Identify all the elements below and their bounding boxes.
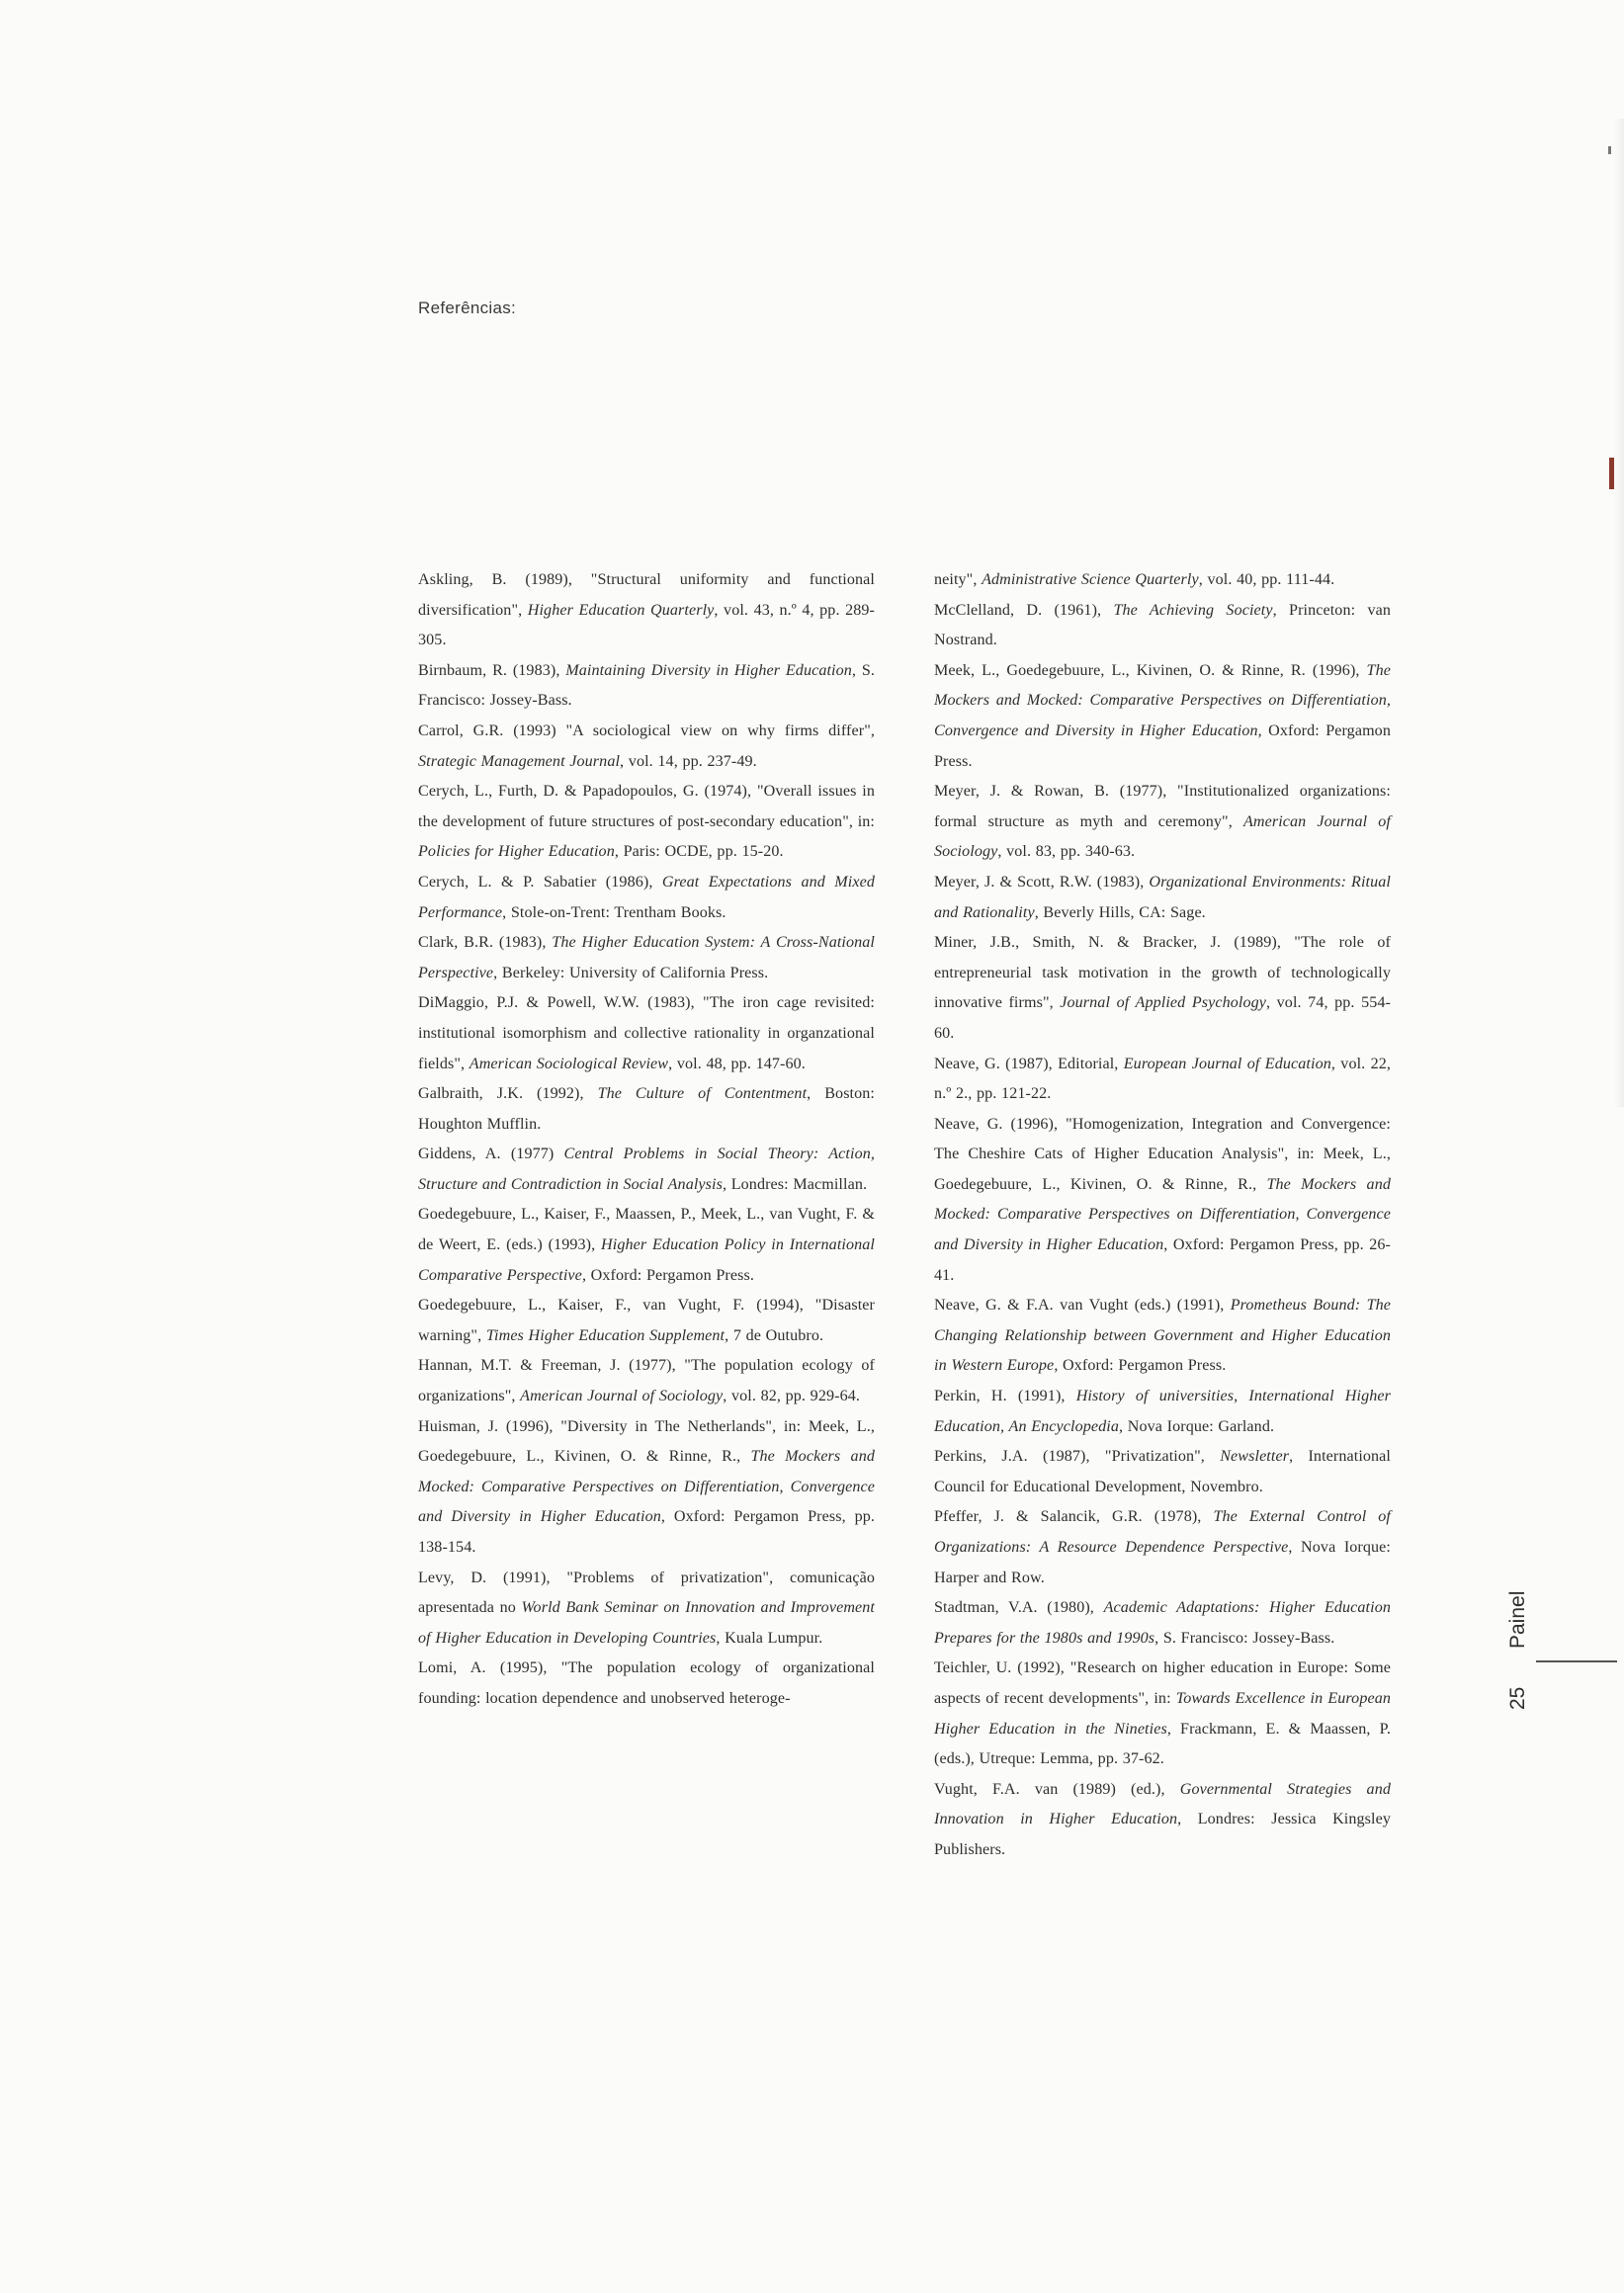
reference-title: Administrative Science Quarterly bbox=[982, 571, 1199, 588]
reference-text: , Oxford: Pergamon Press. bbox=[581, 1266, 754, 1284]
reference-title: Higher Education Policy in International Comparative Perspective bbox=[418, 1236, 875, 1284]
reference-title: The External Control of Organizations: A Resource Dependence Perspective bbox=[934, 1508, 1391, 1556]
reference-text: , vol. 40, pp. 111-44. bbox=[1198, 571, 1335, 588]
reference-text: , International Council for Educational Development, Novembro. bbox=[934, 1448, 1391, 1495]
reference-text: Clark, B.R. (1983), bbox=[418, 934, 553, 952]
reference-title: European Journal of Education bbox=[1123, 1055, 1331, 1072]
reference-entry bbox=[418, 1079, 875, 1140]
reference-text: , Stole-on-Trent: Trentham Books. bbox=[502, 903, 727, 921]
reference-entry bbox=[934, 1382, 1391, 1442]
reference-text: , Oxford: Pergamon Press. bbox=[1054, 1357, 1227, 1375]
reference-title: Organizational Environments: Ritual and Rationality bbox=[934, 873, 1391, 921]
reference-text: , Princeton: van Nostrand. bbox=[934, 601, 1392, 649]
reference-title: The Culture of Contentment bbox=[597, 1085, 808, 1103]
reference-text: Lomi, A. (1995), "The population ecology of organizational founding: location dependence and unobserved heteroge- bbox=[418, 1659, 875, 1707]
reference-entry bbox=[934, 1442, 1391, 1502]
reference-entry bbox=[418, 1564, 875, 1655]
page-edge-shadow bbox=[1614, 119, 1624, 1107]
reference-text: Carrol, G.R. (1993) "A sociological view on why firms differ", bbox=[418, 722, 875, 739]
reference-text: Cerych, L. & P. Sabatier (1986), bbox=[418, 873, 662, 891]
reference-entry bbox=[934, 656, 1391, 777]
reference-text: DiMaggio, P.J. & Powell, W.W. (1983), "The iron cage revisited: institutional isomorphism and collective rationality in organzational fields", bbox=[418, 994, 875, 1072]
reference-entry bbox=[418, 1140, 875, 1200]
reference-entry bbox=[418, 717, 875, 777]
reference-text: Galbraith, J.K. (1992), bbox=[418, 1085, 598, 1103]
page-number: 25 bbox=[1506, 1686, 1529, 1710]
reference-text: Teichler, U. (1992), "Research on higher education in Europe: Some aspects of recent developments", in: bbox=[934, 1659, 1391, 1707]
reference-entry bbox=[934, 1291, 1391, 1382]
reference-text: Hannan, M.T. & Freeman, J. (1977), "The population ecology of organizations", bbox=[418, 1357, 875, 1405]
reference-text: Meyer, J. & Scott, R.W. (1983), bbox=[934, 873, 1150, 891]
reference-title: Academic Adaptations: Higher Education Prepares for the 1980s and 1990s bbox=[934, 1599, 1391, 1647]
reference-text: Cerych, L., Furth, D. & Papadopoulos, G. (1974), "Overall issues in the development of future structures of post-secondary education", in: bbox=[418, 783, 875, 830]
reference-title: Times Higher Education Supplement bbox=[485, 1326, 726, 1344]
reference-text: , S. Francisco: Jossey-Bass. bbox=[418, 661, 876, 710]
reference-entry bbox=[934, 565, 1391, 596]
reference-title: The Higher Education System: A Cross-National Perspective bbox=[418, 934, 876, 981]
reference-entry bbox=[934, 1593, 1391, 1654]
reference-entry bbox=[418, 1291, 875, 1351]
reference-text: , Kuala Lumpur. bbox=[716, 1629, 823, 1647]
reference-text: Goedegebuure, L., Kaiser, F., van Vught, F. (1994), "Disaster warning", bbox=[418, 1297, 875, 1344]
reference-entry bbox=[934, 1775, 1391, 1866]
reference-text: neity", bbox=[934, 571, 983, 588]
reference-text: Vught, F.A. van (1989) (ed.), bbox=[934, 1780, 1180, 1798]
reference-text: , Nova Iorque: Harper and Row. bbox=[934, 1539, 1391, 1586]
reference-text: , Boston: Houghton Mufflin. bbox=[418, 1085, 875, 1133]
running-head-section: Painel bbox=[1506, 1590, 1529, 1649]
reference-text: , Nova Iorque: Garland. bbox=[1119, 1417, 1275, 1435]
reference-text: , Beverly Hills, CA: Sage. bbox=[1034, 903, 1206, 921]
reference-title: Policies for Higher Education bbox=[418, 843, 615, 861]
reference-title: Newsletter bbox=[1220, 1448, 1290, 1466]
reference-title: The Achieving Society bbox=[1113, 601, 1273, 619]
reference-text: McClelland, D. (1961), bbox=[934, 601, 1114, 619]
reference-entry bbox=[934, 1654, 1391, 1774]
reference-text: Giddens, A. (1977) bbox=[418, 1146, 564, 1163]
reference-title: American Journal of Sociology bbox=[934, 812, 1391, 861]
reference-text: , Frackmann, E. & Maassen, P. (eds.), Utreque: Lemma, pp. 37-62. bbox=[934, 1720, 1391, 1768]
reference-text: , vol. 83, pp. 340-63. bbox=[997, 843, 1136, 861]
reference-entry bbox=[418, 1412, 875, 1564]
references-right-column bbox=[934, 565, 1391, 1866]
reference-text: , vol. 43, n.º 4, pp. 289-305. bbox=[418, 601, 875, 649]
reference-title: American Sociological Review bbox=[469, 1055, 669, 1072]
reference-entry bbox=[934, 1110, 1391, 1292]
reference-text: Meyer, J. & Rowan, B. (1977), "Institutionalized organizations: formal structure as myth and ceremony", bbox=[934, 783, 1391, 830]
reference-title: World Bank Seminar on Innovation and Improvement of Higher Education in Developing Countries bbox=[418, 1599, 875, 1647]
reference-text: , S. Francisco: Jossey-Bass. bbox=[1154, 1629, 1335, 1647]
reference-title: Journal of Applied Psychology bbox=[1060, 994, 1266, 1012]
reference-title: Great Expectations and Mixed Performance bbox=[418, 873, 875, 921]
reference-text: , Londres: Macmillan. bbox=[722, 1175, 868, 1193]
reference-title: American Journal of Sociology bbox=[520, 1388, 724, 1405]
reference-text: , Londres: Jessica Kingsley Publishers. bbox=[934, 1811, 1391, 1858]
reference-text: Meek, L., Goedegebuure, L., Kivinen, O. & Rinne, R. (1996), bbox=[934, 661, 1367, 679]
reference-entry bbox=[418, 656, 875, 717]
reference-entry bbox=[934, 928, 1391, 1049]
reference-title: Central Problems in Social Theory: Action, Structure and Contradiction in Social Analysis bbox=[418, 1146, 875, 1193]
reference-text: Neave, G. (1987), Editorial, bbox=[934, 1055, 1124, 1072]
reference-text: , vol. 14, pp. 237-49. bbox=[620, 752, 757, 770]
reference-entry bbox=[418, 868, 875, 928]
reference-title: The Mockers and Mocked: Comparative Perspectives on Differentiation, Convergence and Diversity in Higher Education bbox=[418, 1448, 875, 1526]
reference-text: Miner, J.B., Smith, N. & Bracker, J. (1989), "The role of entrepreneurial task motivation in the growth of technologically innovative firms", bbox=[934, 934, 1391, 1012]
reference-text: Neave, G. & F.A. van Vught (eds.) (1991), bbox=[934, 1297, 1231, 1315]
reference-entry bbox=[418, 1654, 875, 1714]
reference-title: The Mockers and Mocked: Comparative Perspectives on Differentiation, Convergence and Diversity in Higher Education bbox=[934, 1175, 1391, 1254]
reference-text: , vol. 74, pp. 554-60. bbox=[934, 994, 1391, 1042]
reference-entry bbox=[418, 1200, 875, 1291]
reference-text: , Oxford: Pergamon Press, pp. 26-41. bbox=[934, 1236, 1391, 1284]
running-head-divider bbox=[1536, 1660, 1617, 1662]
reference-text: , vol. 82, pp. 929-64. bbox=[723, 1388, 860, 1405]
reference-text: Huisman, J. (1996), "Diversity in The Netherlands", in: Meek, L., Goedegebuure, L., Kivinen, O. & Rinne, R., bbox=[418, 1417, 875, 1466]
references-heading: Referências: bbox=[418, 298, 517, 317]
reference-text: Perkin, H. (1991), bbox=[934, 1388, 1076, 1405]
reference-title: Strategic Management Journal bbox=[418, 752, 621, 770]
reference-text: Pfeffer, J. & Salancik, G.R. (1978), bbox=[934, 1508, 1214, 1526]
reference-title: Higher Education Quarterly bbox=[527, 601, 715, 619]
reference-entry bbox=[418, 988, 875, 1079]
reference-text: Askling, B. (1989), "Structural uniformity and functional diversification", bbox=[418, 571, 875, 619]
reference-text: , Berkeley: University of California Press. bbox=[493, 964, 769, 981]
reference-text: Levy, D. (1991), "Problems of privatization", comunicação apresentada no bbox=[418, 1569, 875, 1617]
reference-title: Maintaining Diversity in Higher Education bbox=[565, 661, 852, 679]
references-left-column bbox=[418, 565, 875, 1715]
reference-entry bbox=[934, 1050, 1391, 1110]
reference-text: , vol. 48, pp. 147-60. bbox=[668, 1055, 806, 1072]
reference-title: Prometheus Bound: The Changing Relationship between Government and Higher Education in Western Europe bbox=[934, 1297, 1392, 1375]
reference-text: Birnbaum, R. (1983), bbox=[418, 661, 566, 679]
reference-entry bbox=[934, 1502, 1391, 1593]
reference-text: , Oxford: Pergamon Press. bbox=[934, 722, 1391, 770]
reference-text: , 7 de Outubro. bbox=[725, 1326, 824, 1344]
page-edge-tick bbox=[1608, 146, 1611, 154]
reference-text: Stadtman, V.A. (1980), bbox=[934, 1599, 1104, 1617]
reference-title: Governmental Strategies and Innovation in Higher Education bbox=[934, 1780, 1391, 1828]
page-edge-marker bbox=[1609, 458, 1614, 489]
reference-title: History of universities, International Higher Education, An Encyclopedia bbox=[934, 1388, 1391, 1435]
reference-title: The Mockers and Mocked: Comparative Perspectives on Differentiation, Convergence and Diversity in Higher Education bbox=[934, 661, 1391, 739]
reference-text: , Paris: OCDE, pp. 15-20. bbox=[614, 843, 784, 861]
reference-entry bbox=[418, 777, 875, 868]
reference-text: Neave, G. (1996), "Homogenization, Integration and Convergence: The Cheshire Cats of Higher Education Analysis", in: Meek, L., Goedegebuure, L., Kivinen, O. & Rinne, R., bbox=[934, 1115, 1391, 1193]
reference-entry bbox=[418, 565, 875, 656]
reference-title: Towards Excellence in European Higher Education in the Nineties bbox=[934, 1689, 1391, 1738]
reference-entry bbox=[934, 777, 1391, 868]
reference-text: Perkins, J.A. (1987), "Privatization", bbox=[934, 1448, 1221, 1466]
reference-entry bbox=[418, 928, 875, 988]
reference-text: , Oxford: Pergamon Press, pp. 138-154. bbox=[418, 1508, 875, 1556]
reference-text: Goedegebuure, L., Kaiser, F., Maassen, P., Meek, L., van Vught, F. & de Weert, E. (eds.) (1993), bbox=[418, 1206, 875, 1254]
reference-text: , vol. 22, n.º 2., pp. 121-22. bbox=[934, 1055, 1392, 1103]
reference-entry bbox=[934, 868, 1391, 928]
reference-entry bbox=[934, 596, 1391, 656]
reference-entry bbox=[418, 1351, 875, 1411]
